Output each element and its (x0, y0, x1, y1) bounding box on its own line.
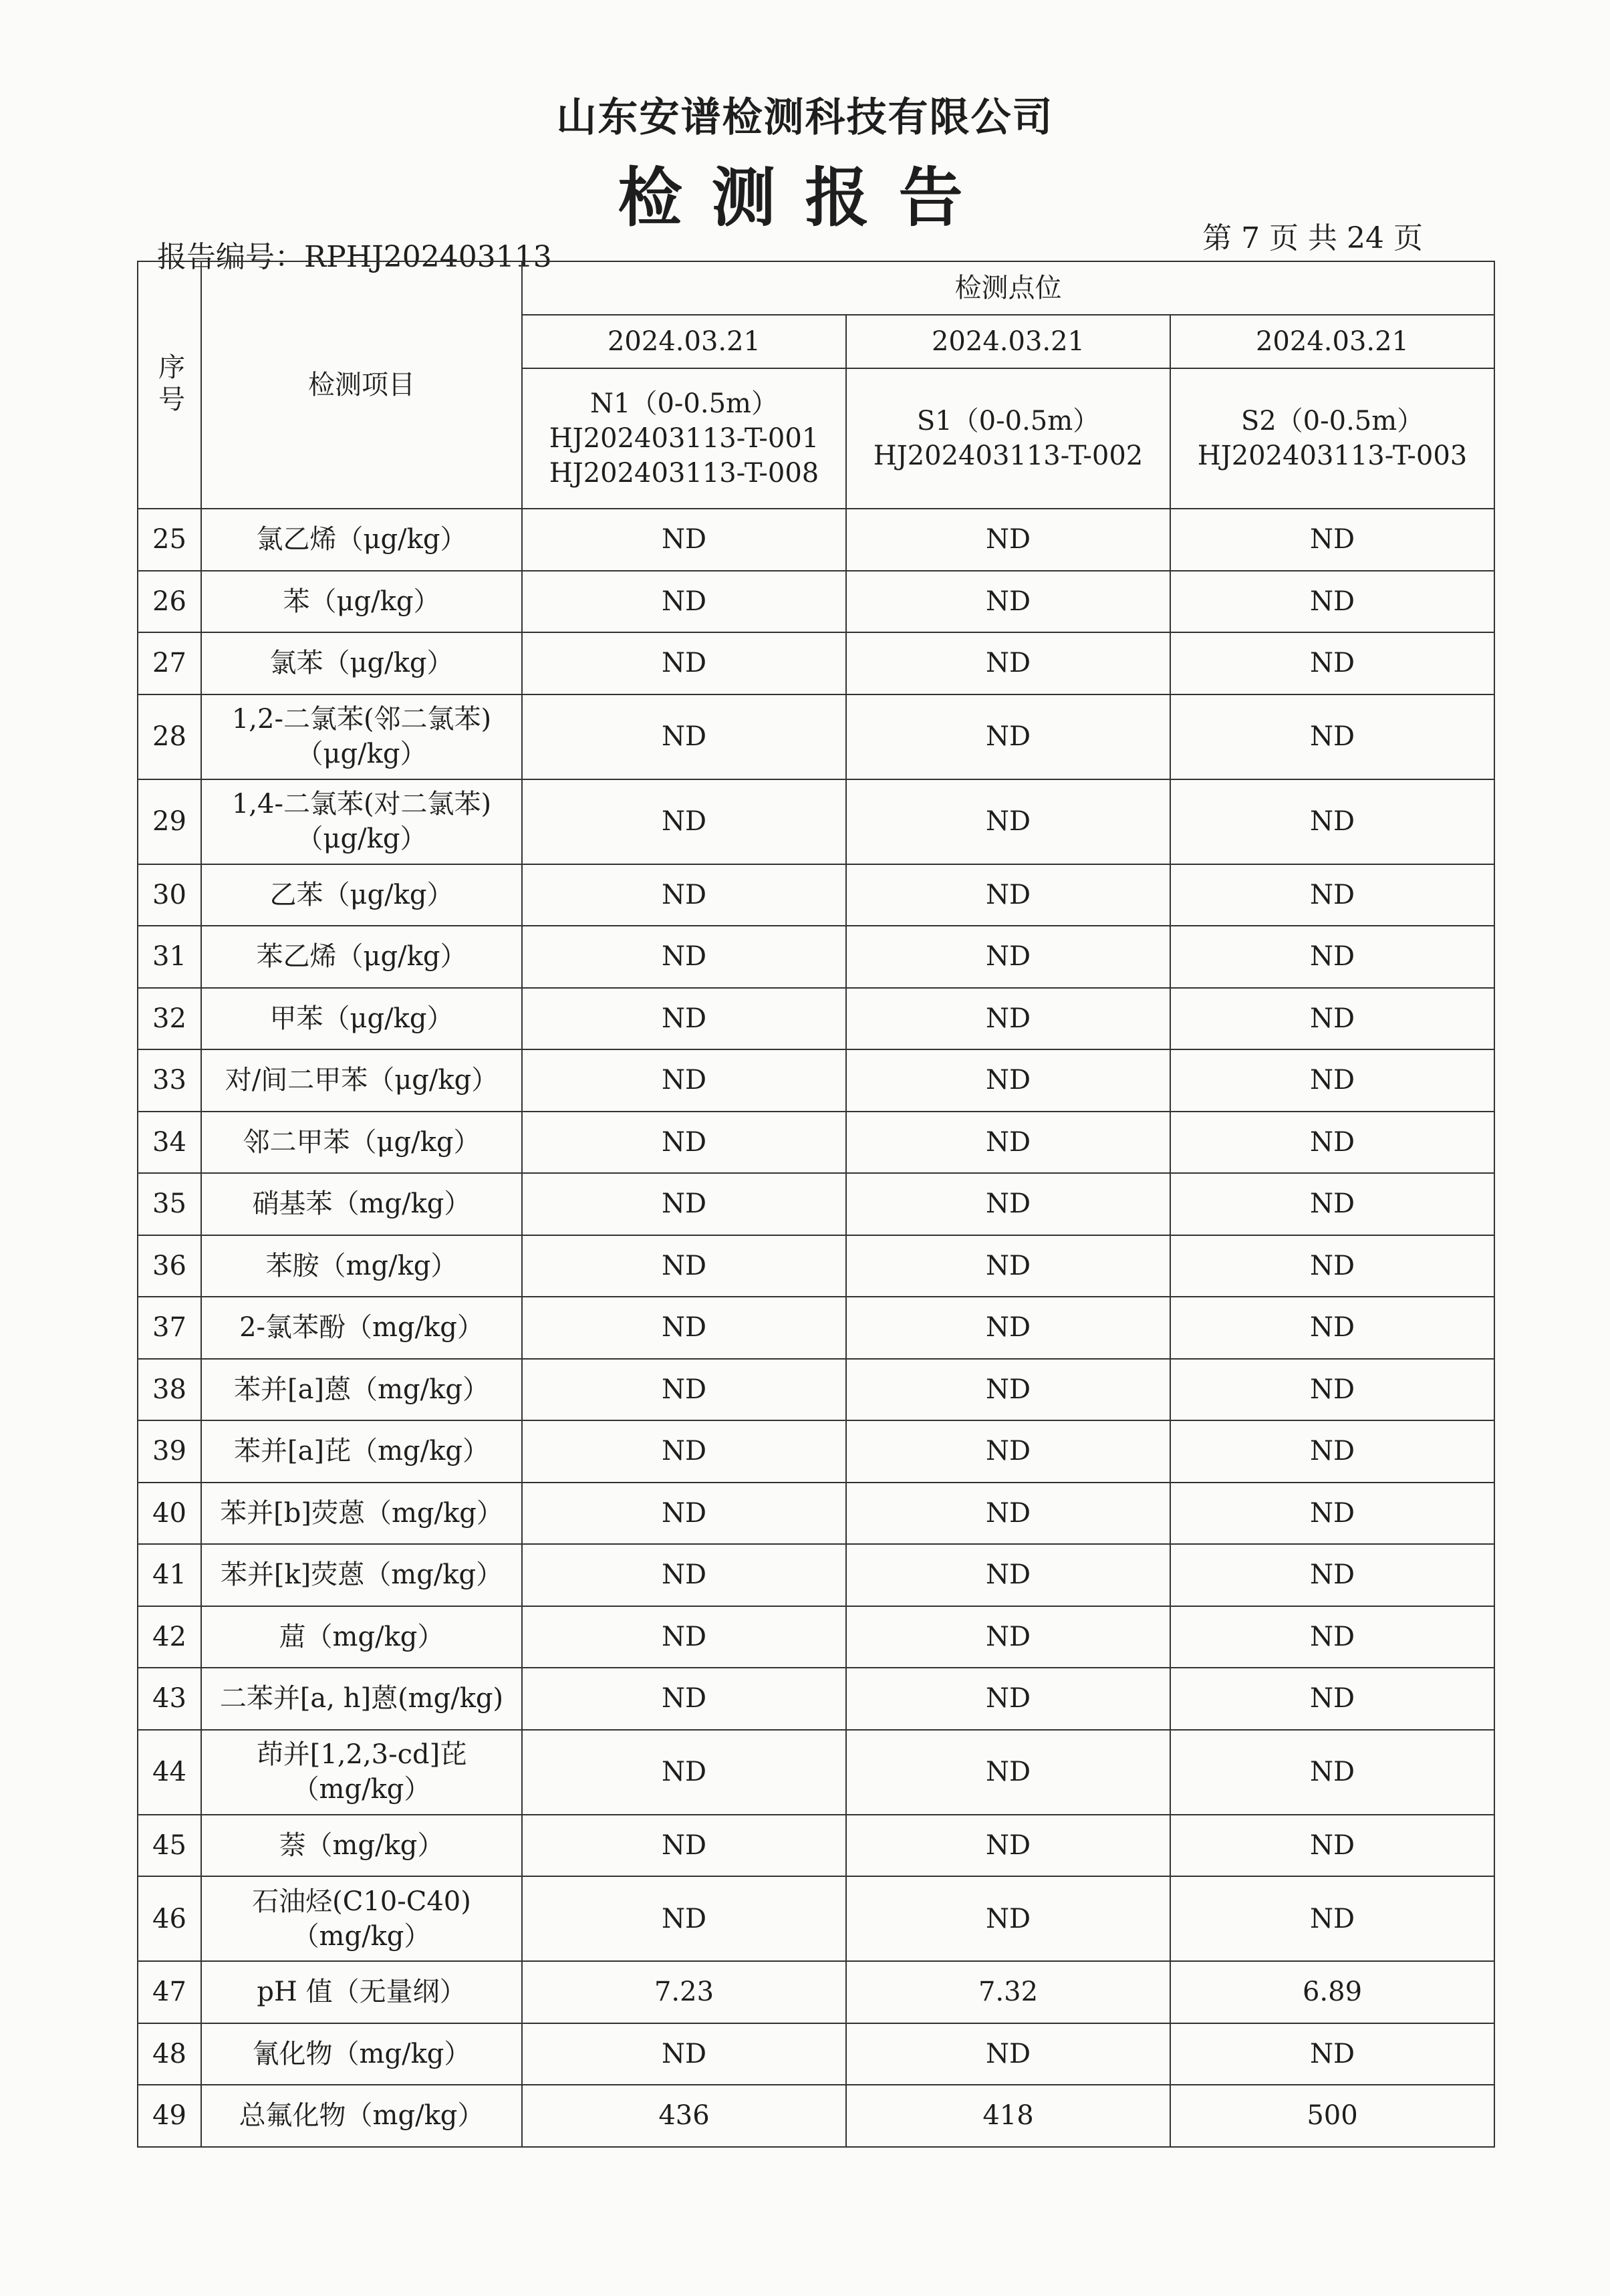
table-row (138, 1235, 1494, 1297)
test-item (201, 1483, 522, 1545)
result-value: ND (522, 1359, 846, 1421)
result-value: 436 (522, 2085, 846, 2147)
row-number: 35 (138, 1173, 201, 1235)
result-value: ND (1170, 571, 1494, 633)
test-item-name: 苯（μg/kg） (283, 586, 440, 617)
row-number: 32 (138, 988, 201, 1050)
point-date: 2024.03.21 (522, 315, 846, 368)
header-points: 检测点位 (522, 261, 1494, 315)
test-item (201, 1961, 522, 2023)
result-value: ND (522, 632, 846, 694)
result-value: ND (846, 1420, 1170, 1483)
result-value: ND (1170, 1544, 1494, 1606)
result-value: ND (846, 1173, 1170, 1235)
result-value: ND (1170, 864, 1494, 926)
point-sample (1170, 368, 1494, 509)
test-item (201, 694, 522, 779)
test-item (201, 632, 522, 694)
test-item (201, 1544, 522, 1606)
test-item (201, 1815, 522, 1877)
result-value: 7.32 (846, 1961, 1170, 2023)
result-value: ND (522, 1297, 846, 1359)
table-row (138, 1359, 1494, 1421)
result-value: ND (846, 1359, 1170, 1421)
table-row (138, 1544, 1494, 1606)
result-value: ND (1170, 1668, 1494, 1730)
test-item (201, 1420, 522, 1483)
result-value: ND (846, 926, 1170, 988)
result-value: ND (1170, 1297, 1494, 1359)
result-value: ND (522, 1876, 846, 1961)
test-item-name: 氰化物（mg/kg） (252, 2038, 471, 2069)
row-number: 40 (138, 1483, 201, 1545)
table-row (138, 1049, 1494, 1112)
test-item-name: 乙苯（μg/kg） (269, 879, 454, 910)
result-value: 7.23 (522, 1961, 846, 2023)
row-number: 33 (138, 1049, 201, 1112)
document-title: 检测报告 (618, 160, 992, 235)
table-row (138, 1297, 1494, 1359)
result-value: ND (522, 1173, 846, 1235)
header-no: 序号 (138, 261, 201, 509)
result-value: ND (1170, 694, 1494, 779)
test-item-unit: （mg/kg） (292, 1774, 431, 1805)
table-row (138, 1420, 1494, 1483)
result-value: ND (522, 1730, 846, 1815)
result-value: ND (1170, 632, 1494, 694)
result-value: ND (522, 926, 846, 988)
row-number: 31 (138, 926, 201, 988)
result-value: ND (846, 1876, 1170, 1961)
row-number: 38 (138, 1359, 201, 1421)
test-item (201, 2023, 522, 2085)
result-value: ND (1170, 988, 1494, 1050)
result-value: ND (522, 2023, 846, 2085)
table-row (138, 1112, 1494, 1174)
test-item-name: 二苯并[a, h]蒽(mg/kg) (219, 1683, 504, 1714)
results-table (137, 261, 1495, 2148)
row-number: 34 (138, 1112, 201, 1174)
test-item-name: 1,4-二氯苯(对二氯苯) (231, 789, 492, 819)
test-item-name: 氯苯（μg/kg） (269, 648, 454, 679)
result-value: ND (1170, 1049, 1494, 1112)
result-value: ND (846, 1544, 1170, 1606)
result-value: ND (846, 1606, 1170, 1668)
result-value: ND (522, 864, 846, 926)
report-number-label: 报告编号： (157, 240, 304, 274)
test-item-name: 总氟化物（mg/kg） (239, 2100, 485, 2132)
result-value: ND (1170, 1876, 1494, 1961)
row-number: 28 (138, 694, 201, 779)
result-value: ND (522, 1049, 846, 1112)
test-item-unit: （mg/kg） (292, 1920, 431, 1952)
table-row (138, 1668, 1494, 1730)
result-value: ND (1170, 2023, 1494, 2085)
test-item (201, 1730, 522, 1815)
test-item-name: 萘（mg/kg） (279, 1829, 444, 1861)
result-value: ND (846, 571, 1170, 633)
result-value: ND (846, 632, 1170, 694)
company-name: 山东安谱检测科技有限公司 (556, 94, 1054, 141)
row-number: 39 (138, 1420, 201, 1483)
row-number: 29 (138, 779, 201, 864)
result-value: ND (846, 779, 1170, 864)
test-item (201, 926, 522, 988)
result-value: ND (1170, 1173, 1494, 1235)
point-sample (522, 368, 846, 509)
header-item: 检测项目 (201, 261, 522, 509)
report-number-value: RPHJ202403113 (304, 240, 552, 274)
table-row (138, 509, 1494, 571)
row-number: 45 (138, 1815, 201, 1877)
test-item-name: pH 值（无量纲） (257, 1976, 466, 2008)
table-row (138, 988, 1494, 1050)
row-number: 47 (138, 1961, 201, 2023)
table-row (138, 779, 1494, 864)
result-value: ND (846, 1815, 1170, 1877)
test-item (201, 509, 522, 571)
result-value: ND (522, 1544, 846, 1606)
table-row (138, 1730, 1494, 1815)
result-value: ND (846, 2023, 1170, 2085)
result-value: ND (1170, 509, 1494, 571)
table-row (138, 694, 1494, 779)
result-value: 500 (1170, 2085, 1494, 2147)
test-item-name: 苯乙烯（μg/kg） (256, 941, 467, 973)
point-date: 2024.03.21 (846, 315, 1170, 368)
test-item (201, 1359, 522, 1421)
test-item-name: 茚并[1,2,3-cd]芘 (256, 1739, 467, 1770)
test-item-name: 苯并[b]荧蒽（mg/kg） (220, 1497, 503, 1529)
result-value: ND (846, 694, 1170, 779)
page-indicator: 第 7 页 共 24 页 (1202, 221, 1423, 255)
point-date: 2024.03.21 (1170, 315, 1494, 368)
table-row (138, 1173, 1494, 1235)
test-item-name: 石油烃(C10-C40) (252, 1886, 471, 1917)
table-row (138, 571, 1494, 633)
test-item-name: 苯并[k]荧蒽（mg/kg） (220, 1559, 503, 1591)
result-value: ND (1170, 1815, 1494, 1877)
result-value: ND (846, 1483, 1170, 1545)
sample-id: N1（0-0.5m） (590, 388, 778, 419)
result-value: ND (1170, 926, 1494, 988)
result-value: ND (522, 1606, 846, 1668)
test-item (201, 2085, 522, 2147)
result-value: ND (846, 1730, 1170, 1815)
table-row (138, 2085, 1494, 2147)
row-number: 37 (138, 1297, 201, 1359)
test-item-unit: （μg/kg） (296, 739, 427, 769)
table-row (138, 926, 1494, 988)
test-item-unit: （μg/kg） (296, 823, 427, 854)
test-item (201, 1112, 522, 1174)
table-row (138, 1606, 1494, 1668)
result-value: ND (522, 1815, 846, 1877)
result-value: 418 (846, 2085, 1170, 2147)
row-number: 41 (138, 1544, 201, 1606)
test-item-name: 2-氯苯酚（mg/kg） (239, 1312, 484, 1344)
result-value: ND (846, 1112, 1170, 1174)
result-value: ND (1170, 1112, 1494, 1174)
test-item (201, 1297, 522, 1359)
sample-code: HJ202403113-T-003 (1197, 440, 1468, 471)
result-value: ND (522, 571, 846, 633)
test-item (201, 1173, 522, 1235)
result-value: ND (1170, 1606, 1494, 1668)
test-item-name: 氯乙烯（μg/kg） (256, 524, 467, 555)
table-row (138, 632, 1494, 694)
row-number: 49 (138, 2085, 201, 2147)
result-value: 6.89 (1170, 1961, 1494, 2023)
result-value: ND (1170, 1359, 1494, 1421)
row-number: 43 (138, 1668, 201, 1730)
result-value: ND (522, 1235, 846, 1297)
sample-id: S1（0-0.5m） (916, 406, 1100, 436)
result-value: ND (522, 988, 846, 1050)
test-item (201, 1049, 522, 1112)
row-number: 26 (138, 571, 201, 633)
test-item-name: 苯并[a]蒽（mg/kg） (234, 1374, 489, 1405)
result-value: ND (846, 864, 1170, 926)
test-item-name: 苯并[a]芘（mg/kg） (234, 1436, 489, 1467)
test-item-name: 甲苯（μg/kg） (269, 1003, 454, 1034)
row-number: 25 (138, 509, 201, 571)
sample-code: HJ202403113-T-002 (873, 440, 1144, 471)
test-item (201, 1235, 522, 1297)
table-row (138, 1876, 1494, 1961)
result-value: ND (846, 509, 1170, 571)
test-item-name: 苯胺（mg/kg） (265, 1250, 458, 1281)
result-value: ND (522, 1112, 846, 1174)
test-item (201, 864, 522, 926)
test-item (201, 988, 522, 1050)
test-item (201, 1668, 522, 1730)
row-number: 30 (138, 864, 201, 926)
result-value: ND (522, 1668, 846, 1730)
result-value: ND (1170, 1730, 1494, 1815)
test-item (201, 1606, 522, 1668)
point-sample (846, 368, 1170, 509)
test-item (201, 779, 522, 864)
test-item-name: 䓛（mg/kg） (279, 1621, 444, 1652)
result-value: ND (846, 1235, 1170, 1297)
result-value: ND (522, 779, 846, 864)
result-value: ND (522, 694, 846, 779)
sample-code: HJ202403113-T-008 (549, 458, 819, 489)
result-value: ND (846, 1049, 1170, 1112)
sample-code: HJ202403113-T-001 (549, 423, 819, 454)
result-value: ND (1170, 779, 1494, 864)
sample-id: S2（0-0.5m） (1240, 406, 1424, 436)
row-number: 42 (138, 1606, 201, 1668)
row-number: 36 (138, 1235, 201, 1297)
row-number: 27 (138, 632, 201, 694)
test-item (201, 1876, 522, 1961)
row-number: 46 (138, 1876, 201, 1961)
result-value: ND (1170, 1235, 1494, 1297)
result-value: ND (1170, 1483, 1494, 1545)
result-value: ND (846, 1668, 1170, 1730)
test-item-name: 对/间二甲苯（μg/kg） (225, 1065, 499, 1096)
result-value: ND (846, 1297, 1170, 1359)
table-row (138, 864, 1494, 926)
test-item-name: 硝基苯（mg/kg） (252, 1188, 471, 1220)
result-value: ND (1170, 1420, 1494, 1483)
row-number: 44 (138, 1730, 201, 1815)
result-value: ND (522, 1483, 846, 1545)
result-value: ND (522, 509, 846, 571)
table-row (138, 1483, 1494, 1545)
test-item (201, 571, 522, 633)
result-value: ND (846, 988, 1170, 1050)
row-number: 48 (138, 2023, 201, 2085)
table-row (138, 2023, 1494, 2085)
test-item-name: 邻二甲苯（μg/kg） (243, 1126, 481, 1158)
result-value: ND (522, 1420, 846, 1483)
table-row (138, 1815, 1494, 1877)
table-row (138, 1961, 1494, 2023)
test-item-name: 1,2-二氯苯(邻二氯苯) (231, 704, 492, 735)
